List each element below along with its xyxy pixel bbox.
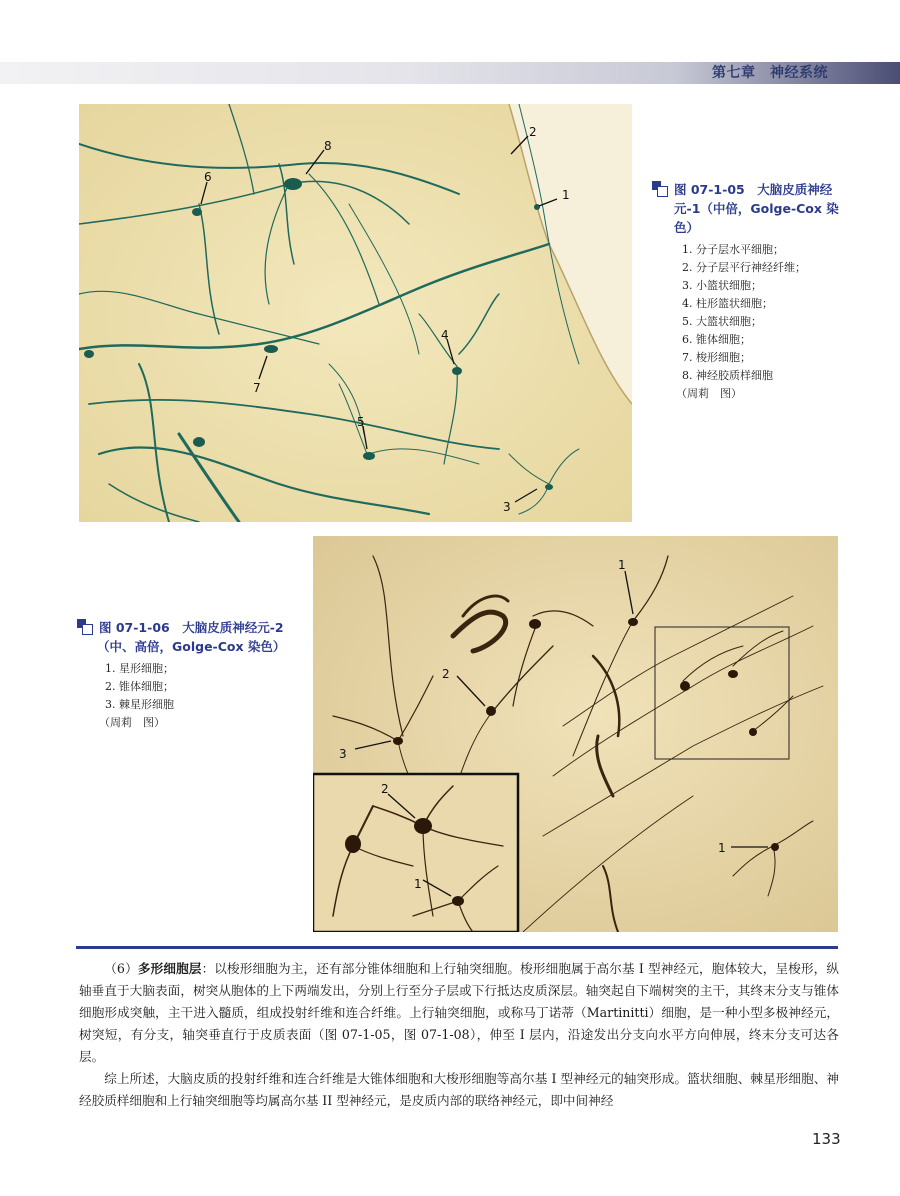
fig1-label-7: 7 — [253, 381, 261, 395]
caption-marker-icon — [77, 619, 93, 633]
fig1-label-1: 1 — [562, 188, 570, 202]
fig1-label-2: 2 — [529, 125, 537, 139]
fig2-label-2: 2 — [442, 667, 450, 681]
fig2-inset-label-2: 2 — [381, 782, 389, 796]
body-text — [79, 958, 839, 1112]
section-divider — [76, 946, 838, 949]
fig2-caption-list — [77, 660, 307, 714]
figure-07-1-05-micrograph — [79, 104, 632, 522]
fig1-caption-list — [652, 241, 852, 385]
fig1-caption-item: 7. 梭形细胞； — [682, 351, 751, 364]
fig1-caption-item: 4. 柱形篮状细胞； — [682, 297, 773, 310]
fig1-caption-item: 3. 小篮状细胞； — [682, 279, 762, 292]
fig2-label-1-right: 1 — [718, 841, 726, 855]
fig2-inset-label-1: 1 — [414, 877, 422, 891]
fig1-label-3: 3 — [503, 500, 511, 514]
paragraph-number: （6） — [104, 961, 138, 976]
figure-07-1-05-caption — [652, 180, 852, 403]
paragraph-text: ：以梭形细胞为主，还有部分锥体细胞和上行轴突细胞。梭形细胞属于高尔基 I 型神经元，胞体较大，呈梭形，纵轴垂直于大脑表面，树突从胞体的上下两端发出，分别上行至分子层或下行抵达皮质深层。轴突起自下端树突的主干，其终末分支与锥体细胞形成突触，主干进入髓质，组成投射纤维和连合纤维。上行轴突细胞，或称马丁诺蒂（Martinitti）细胞，是一种小型多极神经元，树突短，有分支，轴突垂直行于皮质表面（图 07-1-05，图 07-1-08），伸至 I 层内，沿途发出分支向水平方向伸展，终末分支可达各层。 — [79, 961, 840, 1064]
fig1-caption-item: 2. 分子层平行神经纤维； — [682, 261, 806, 274]
fig2-caption-title-line2: （中、高倍，Golge-Cox 染色） — [97, 639, 286, 654]
fig1-label-5: 5 — [357, 415, 365, 429]
fig1-caption-title-line3: 色） — [674, 220, 700, 235]
fig1-caption-credit: （周莉 图） — [676, 387, 742, 400]
fig1-caption-item: 1. 分子层水平细胞； — [682, 243, 784, 256]
fig1-label-4: 4 — [441, 328, 449, 342]
fig2-caption-title-line1: 图 07-1-06 大脑皮质神经元-2 — [99, 620, 284, 635]
fig1-label-6: 6 — [204, 170, 212, 184]
fig2-caption-item: 1. 星形细胞； — [105, 662, 174, 675]
fig1-caption-title-line1: 图 07-1-05 大脑皮质神经 — [674, 182, 833, 197]
fig1-caption-item: 5. 大篮状细胞； — [682, 315, 762, 328]
chapter-title: 第七章 神经系统 — [712, 65, 828, 81]
fig2-caption-item: 3. 棘星形细胞 — [105, 698, 174, 711]
fig1-caption-item: 8. 神经胶质样细胞 — [682, 369, 773, 382]
body-paragraph-1 — [79, 958, 839, 1068]
figure-07-1-06-micrograph — [313, 536, 838, 932]
term-heading: 多形细胞层 — [137, 961, 202, 976]
fig1-caption-item: 6. 锥体细胞； — [682, 333, 751, 346]
fig2-caption-item: 2. 锥体细胞； — [105, 680, 174, 693]
fig1-label-8: 8 — [324, 139, 332, 153]
fig2-label-1-top: 1 — [618, 558, 626, 572]
fig2-label-3: 3 — [339, 747, 347, 761]
caption-marker-icon — [652, 181, 668, 195]
figure-07-1-06-caption — [77, 618, 307, 732]
fig2-caption-credit: （周莉 图） — [99, 716, 165, 729]
fig1-caption-title-line2: 元-1（中倍，Golge-Cox 染 — [674, 201, 839, 216]
body-paragraph-2: 综上所述，大脑皮质的投射纤维和连合纤维是大锥体细胞和大梭形细胞等高尔基 I 型神经元的轴突形成。篮状细胞、棘星形细胞、神经胶质样细胞和上行轴突细胞等均属高尔基 II 型神经元，是皮质内部的联络神经元，即中间神经 — [79, 1071, 839, 1108]
fig2-caption-title — [77, 618, 307, 656]
fig1-caption-title — [652, 180, 852, 237]
page-number: 133 — [812, 1130, 841, 1148]
